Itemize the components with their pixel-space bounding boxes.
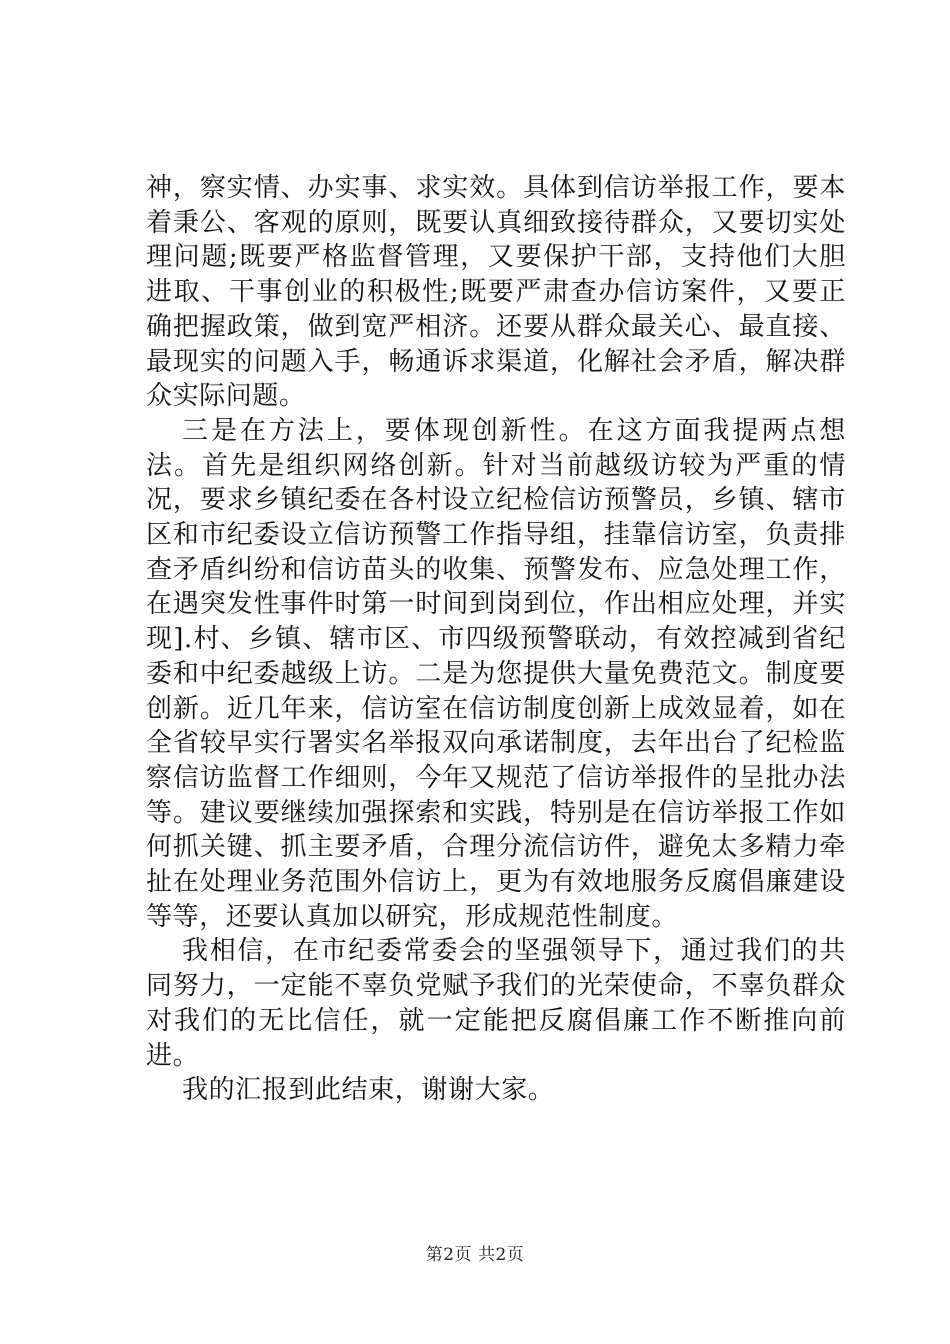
paragraph-closing: 我的汇报到此结束，谢谢大家。 xyxy=(182,1075,555,1106)
paragraph-continuation: 神，察实情、办实事、求实效。具体到信访举报工作，要本着秉公、客观的原则，既要认真细致接待群众，又要切实处理问题;既要严格监督管理，又要保护干部，支持他们大胆进取、干事创业的积极性;既要严肃查办信访案件，又要正确把握政策，做到宽严相济。还要从群众最关心、最直接、最现实的问题入手，畅通诉求渠道，化解社会矛盾，解决群众实际问题。 xyxy=(146,173,846,412)
document-body xyxy=(146,171,846,1108)
paragraph-method-innovation: 三是在方法上，要体现创新性。在这方面我提两点想法。首先是组织网络创新。针对当前越级访较为严重的情况，要求乡镇纪委在各村设立纪检信访预警员，乡镇、辖市区和市纪委设立信访预警工作指导组，挂靠信访室，负责排查矛盾纠纷和信访苗头的收集、预警发布、应急处理工作，在遇突发性事件时第一时间到岗到位，作出相应处理，并实现].村、乡镇、辖市区、市四级预警联动，有效控减到省纪委和中纪委越级上访。二是为您提供大量免费范文。制度要创新。近几年来，信访室在信访制度创新上成效显着，如在全省较早实行署实名举报双向承诺制度，去年出台了纪检监察信访监督工作细则，今年又规范了信访举报件的呈批办法等。建议要继续加强探索和实践，特别是在信访举报工作如何抓关键、抓主要矛盾，合理分流信访件，避免太多精力牵扯在处理业务范围外信访上，更为有效地服务反腐倡廉建设等等，还要认真加以研究，形成规范性制度。 xyxy=(146,415,846,932)
page-number-footer: 第2页 共2页 xyxy=(425,1245,525,1265)
paragraph-confidence: 我相信，在市纪委常委会的坚强领导下，通过我们的共同努力，一定能不辜负党赋予我们的光荣使命，不辜负群众对我们的无比信任，就一定能把反腐倡廉工作不断推向前进。 xyxy=(146,936,846,1071)
